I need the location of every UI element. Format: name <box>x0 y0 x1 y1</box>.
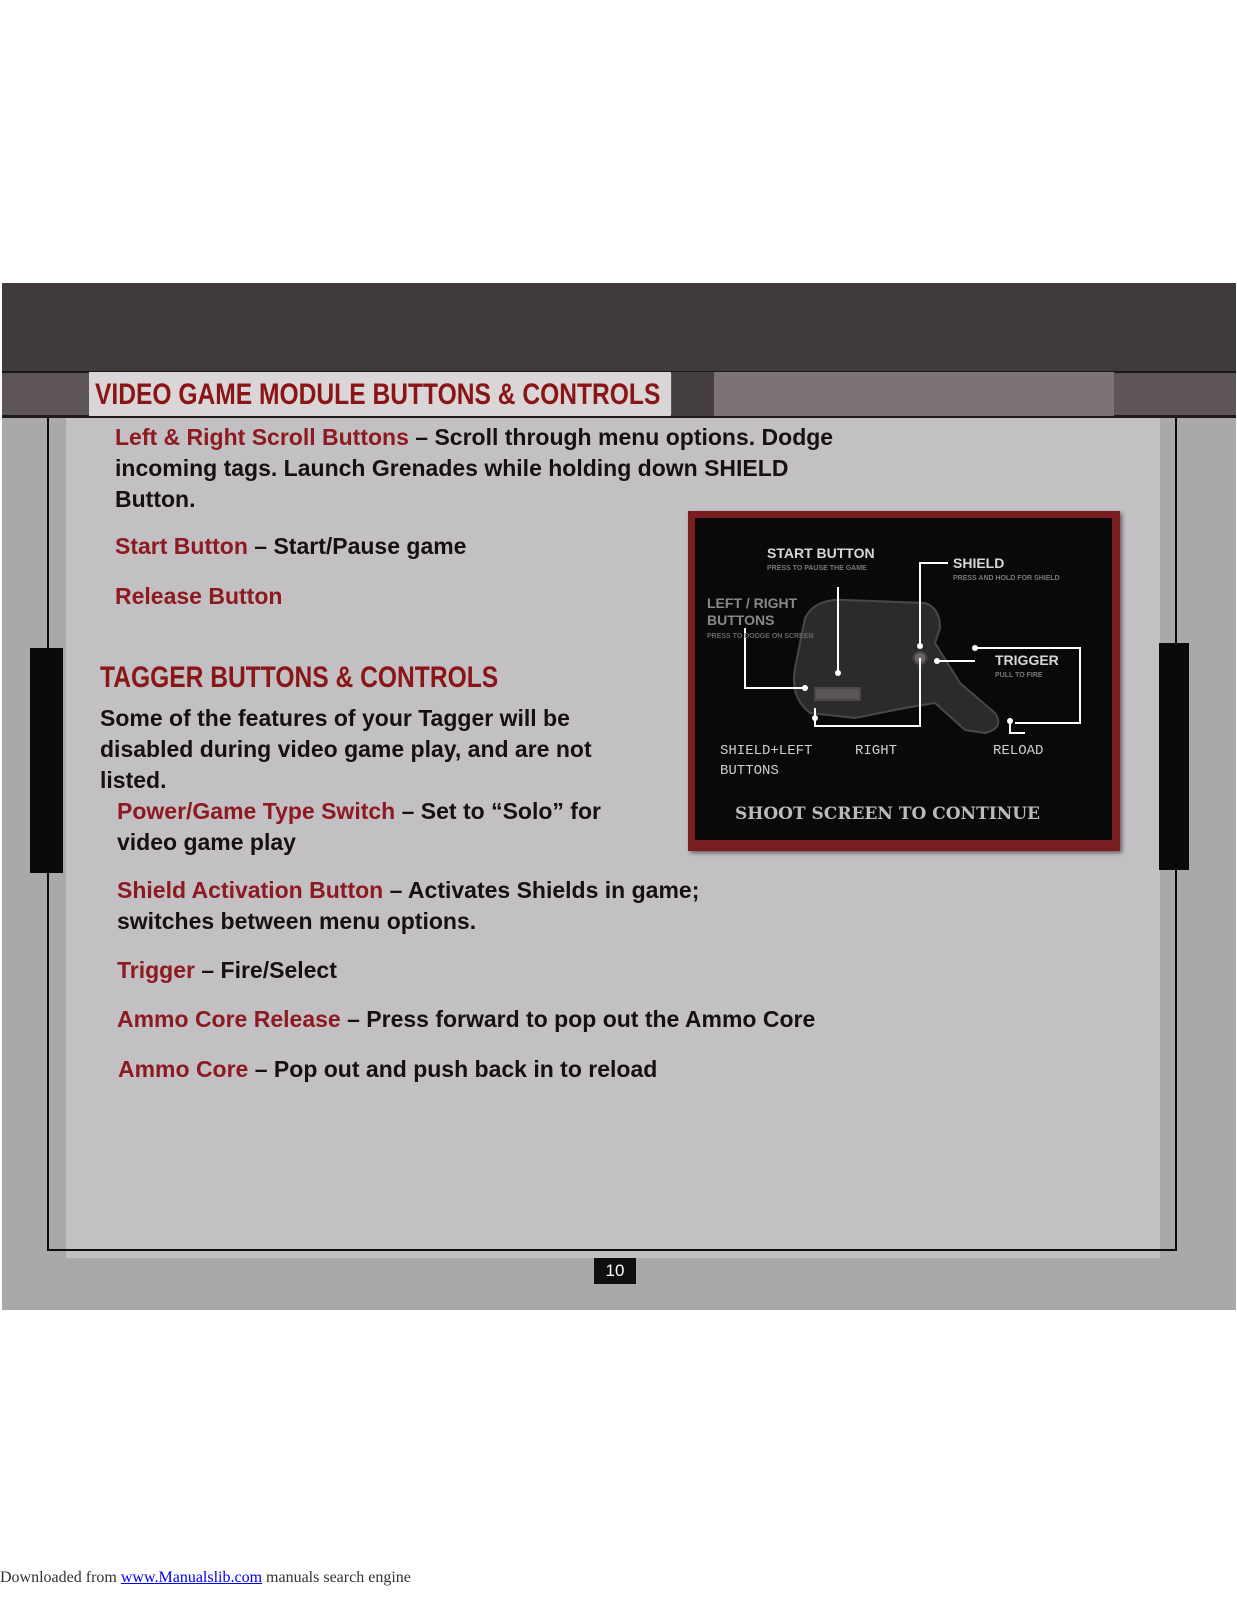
control-label: Trigger <box>117 957 195 983</box>
label-shield-sub: PRESS AND HOLD FOR SHIELD <box>953 575 1060 582</box>
control-item <box>115 422 845 515</box>
label-buttons-2: BUTTONS <box>720 763 779 779</box>
control-desc: – Press forward to pop out the Ammo Core <box>340 1006 816 1032</box>
top-band <box>2 283 1236 373</box>
frame-line-bottom <box>47 1249 1177 1251</box>
control-label: Shield Activation Button <box>117 877 384 903</box>
control-desc: – Activates Shields in game; switches between menu options. <box>117 877 700 934</box>
control-desc: – Set to “Solo” for video game play <box>117 798 601 855</box>
label-start-button: START BUTTON <box>767 545 875 561</box>
label-continue: SHOOT SCREEN TO CONTINUE <box>735 804 1041 824</box>
manual-page <box>2 283 1236 1310</box>
footer <box>0 1569 411 1587</box>
control-desc: – Pop out and push back in to reload <box>248 1056 658 1082</box>
control-label: Ammo Core <box>118 1056 249 1082</box>
control-desc: – Start/Pause game <box>247 533 467 559</box>
footer-prefix: Downloaded from <box>0 1569 121 1586</box>
side-tab-right <box>1159 643 1189 870</box>
control-item <box>115 581 675 612</box>
diagram-screen <box>695 518 1112 840</box>
control-label: Power/Game Type Switch <box>117 798 396 824</box>
title-dark-block <box>672 372 714 416</box>
control-item <box>117 796 657 858</box>
footer-suffix: manuals search engine <box>262 1569 411 1586</box>
control-item <box>117 955 817 986</box>
label-start-sub: PRESS TO PAUSE THE GAME <box>767 565 867 572</box>
label-shield: SHIELD <box>953 555 1005 571</box>
control-desc: – Scroll through menu options. Dodge incoming tags. Launch Grenades while holding down SHIELD Button. <box>115 424 834 512</box>
label-reload: RELOAD <box>993 743 1044 759</box>
control-item <box>115 531 675 562</box>
control-label: Ammo Core Release <box>117 1006 341 1032</box>
control-label: Start Button <box>115 533 248 559</box>
title-light-block <box>714 372 1114 416</box>
label-left-right-sub: PRESS TO DODGE ON SCREEN <box>707 633 814 640</box>
label-shield-left: SHIELD+LEFT <box>720 743 813 759</box>
section-intro: Some of the features of your Tagger will be disabled during video game play, and are not listed. <box>100 705 592 793</box>
section-heading: TAGGER BUTTONS & CONTROLS <box>100 661 499 694</box>
label-right: RIGHT <box>855 743 898 759</box>
title-box <box>89 372 671 416</box>
control-item <box>118 1054 878 1085</box>
label-buttons: BUTTONS <box>707 612 775 628</box>
control-label: Left & Right Scroll Buttons <box>115 424 409 450</box>
control-desc: – Fire/Select <box>194 957 337 983</box>
label-trigger: TRIGGER <box>995 652 1059 668</box>
label-left-right: LEFT / RIGHT <box>707 595 798 611</box>
page-number: 10 <box>594 1258 636 1284</box>
tagger-diagram-svg <box>695 518 1112 840</box>
page-title: VIDEO GAME MODULE BUTTONS & CONTROLS <box>95 378 661 411</box>
tagger-silhouette-icon <box>794 600 998 733</box>
control-item <box>117 875 757 937</box>
side-tab-left <box>30 648 63 873</box>
control-label: Release Button <box>115 583 283 609</box>
controls-diagram <box>688 511 1120 851</box>
label-trigger-sub: PULL TO FIRE <box>995 672 1043 679</box>
control-item <box>117 1004 877 1035</box>
footer-link[interactable]: www.Manualslib.com <box>120 1569 263 1586</box>
